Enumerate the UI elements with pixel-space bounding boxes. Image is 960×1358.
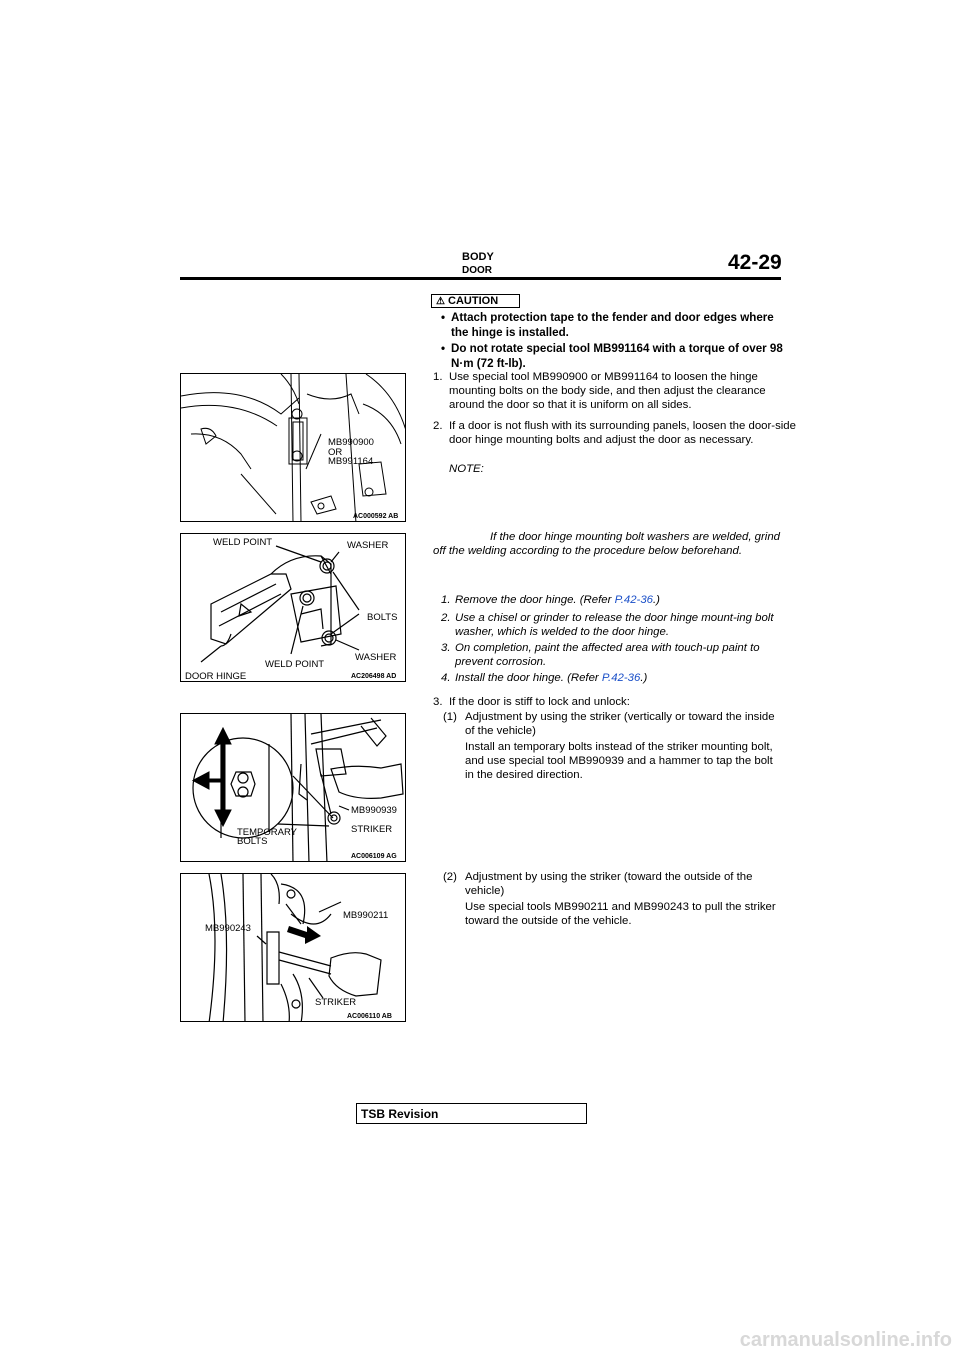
page-number: 42-29 <box>728 251 782 274</box>
warning-triangle-icon: ⚠ <box>436 296 445 307</box>
figure-code: AC006110 AB <box>347 1013 392 1020</box>
bullet-icon: • <box>441 342 446 355</box>
tsb-revision-box: TSB Revision <box>356 1103 587 1124</box>
header-rule <box>180 277 781 280</box>
tool-label: MB991164 <box>328 456 374 467</box>
note-text: If the door hinge mounting bolt washers are welded, grind off the welding according to the procedure below beforehand. <box>433 531 781 557</box>
tool-label: MB990939 <box>351 805 397 816</box>
caution-item: • Attach protection tape to the fender and door edges where the hinge is installed. <box>441 311 774 339</box>
striker-label: STRIKER <box>315 997 357 1008</box>
figure-code: AC206498 AD <box>351 673 397 680</box>
caution-label <box>431 294 520 308</box>
temporary-bolts-label: TEMPORARY <box>237 827 298 838</box>
tool-label: MB990243 <box>205 923 251 934</box>
section-title: BODY <box>462 251 494 263</box>
caution-text: CAUTION <box>448 295 499 307</box>
page-link[interactable]: P.42-36 <box>601 672 641 684</box>
washer-label: WASHER <box>355 652 397 663</box>
striker-pull-illustration <box>181 874 406 1022</box>
step-1: 1. Use special tool MB990900 or MB991164 to loosen the hinge mounting bolts on the body side, and then adjust the clearance around the door so that it is uniform on all sides. <box>433 371 766 411</box>
door-hinge-label: DOOR HINGE <box>185 671 247 682</box>
figure-door-hinge <box>180 533 406 682</box>
weld-point-label: WELD POINT <box>213 537 273 548</box>
figure-striker-tap <box>180 713 406 862</box>
striker-label: STRIKER <box>351 824 393 835</box>
note-label: NOTE: <box>449 463 484 475</box>
figure-striker-pull <box>180 873 406 1022</box>
step-3-1: (1) Adjustment by using the striker (vertically or toward the inside of the vehicle) Install an temporary bolts instead of the striker mounting bolt, and use special tool MB990939 and a hammer to tap the bolt in the desired direction. <box>443 711 775 781</box>
bolts-label: BOLTS <box>367 612 398 623</box>
subsection-title: DOOR <box>462 265 492 276</box>
bullet-icon: • <box>441 311 446 324</box>
page-link[interactable]: P.42-36 <box>614 594 653 606</box>
substep: 1. Remove the door hinge. (Refer P.42-36.) <box>441 594 660 606</box>
washer-label: WASHER <box>347 540 389 551</box>
step-3: 3. If the door is stiff to lock and unlock: <box>433 696 630 708</box>
step-2: 2. If a door is not flush with its surrounding panels, loosen the door-side door hinge mounting bolts and adjust the door as necessary. <box>433 420 796 446</box>
temporary-bolts-label: BOLTS <box>237 836 268 847</box>
figure-code: AC006109 AG <box>351 853 397 860</box>
tool-label: MB990211 <box>343 910 389 921</box>
striker-tap-illustration <box>181 714 406 862</box>
tool-label: MB990900 <box>328 437 374 448</box>
watermark[interactable]: carmanualsonline.info <box>739 1329 952 1351</box>
hinge-tool-illustration <box>181 374 406 522</box>
substep: 2. Use a chisel or grinder to release the door hinge mount-ing bolt washer, which is welded to the door hinge. <box>441 612 774 638</box>
weld-point-label: WELD POINT <box>265 659 325 670</box>
caution-item: • Do not rotate special tool MB991164 with a torque of over 98 N·m (72 ft-lb). <box>441 342 783 370</box>
figure-hinge-tool <box>180 373 406 522</box>
substep: 3. On completion, paint the affected area with touch-up paint to prevent corrosion. <box>441 642 760 668</box>
tool-label: OR <box>328 447 343 458</box>
substep: 4. Install the door hinge. (Refer P.42-36.) <box>441 672 648 684</box>
step-3-2: (2) Adjustment by using the striker (toward the outside of the vehicle) Use special tools MB990211 and MB990243 to pull the striker toward the outside of the vehicle. <box>443 871 776 927</box>
figure-code: AC000592 AB <box>353 513 399 520</box>
